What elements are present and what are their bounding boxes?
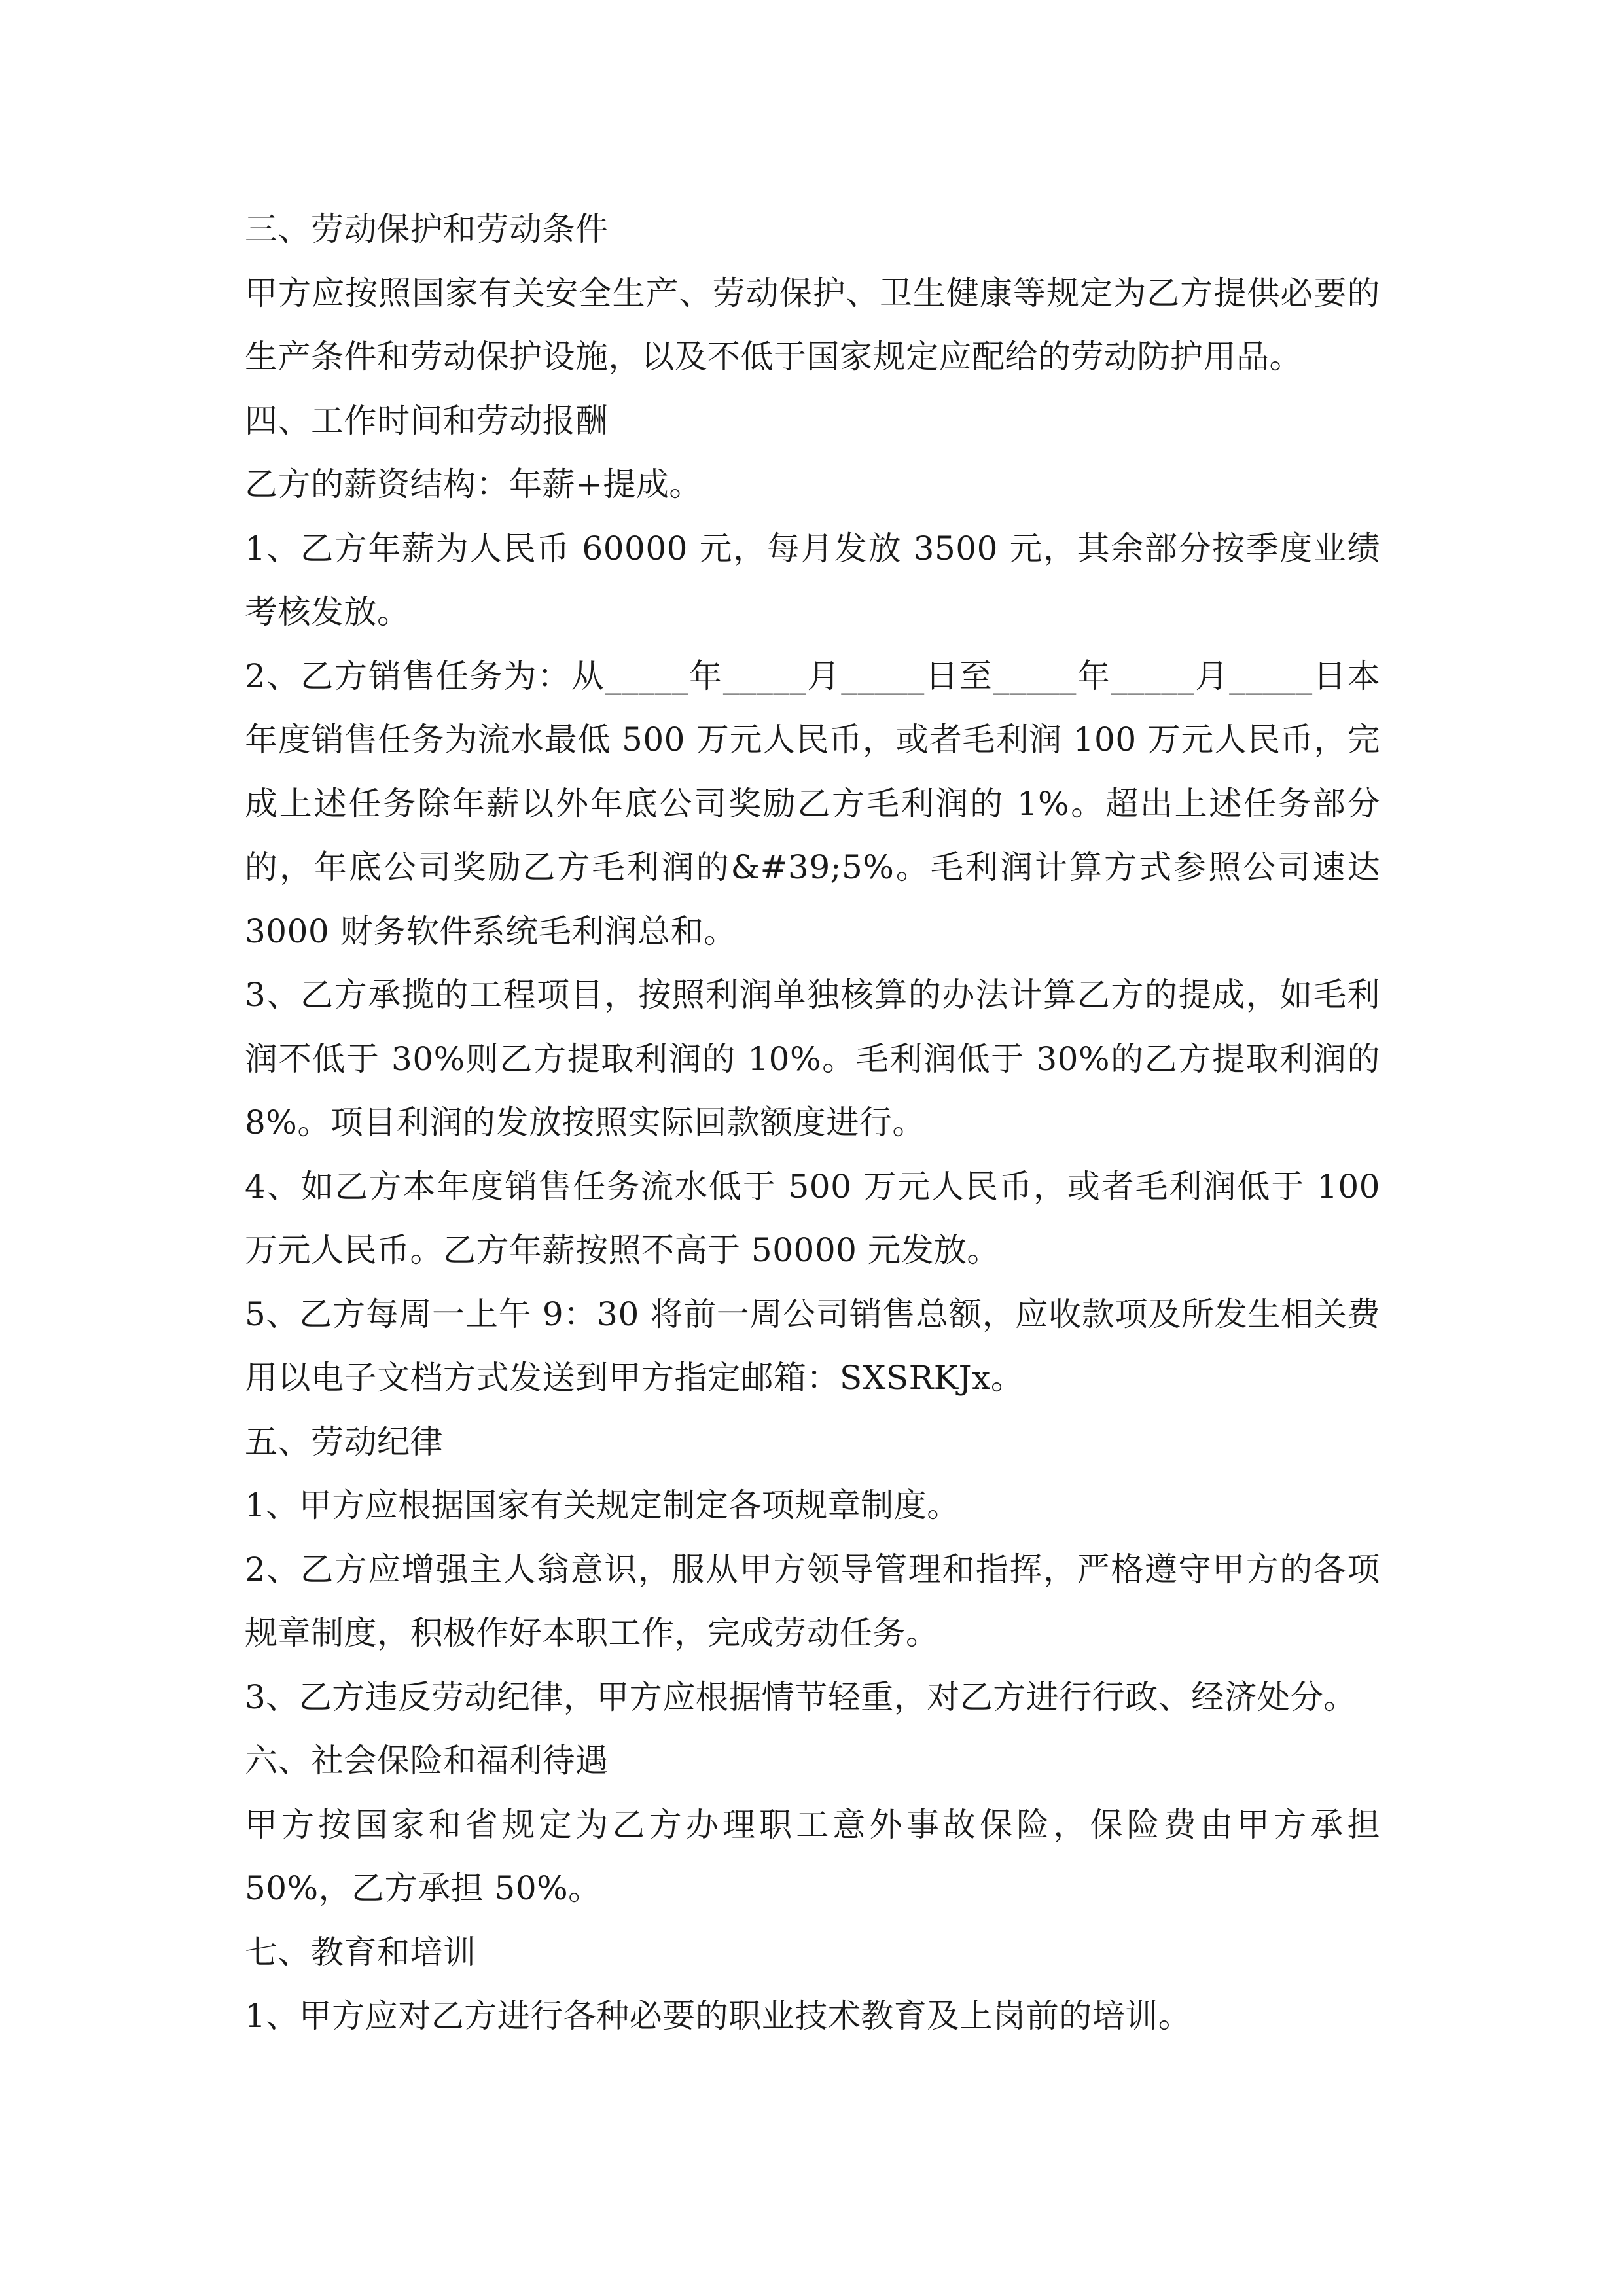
document-body [245, 198, 1380, 2049]
clause-underperformance: 4、如乙方本年度销售任务流水低于 500 万元人民币，或者毛利润低于 100 万元人民币。乙方年薪按照不高于 50000 元发放。 [245, 1167, 1380, 1269]
paragraph-labor-protection: 甲方应按照国家有关安全生产、劳动保护、卫生健康等规定为乙方提供必要的生产条件和劳动保护设施，以及不低于国家规定应配给的劳动防护用品。 [245, 274, 1380, 376]
section-heading-labor-discipline: 五、劳动纪律 [245, 1422, 443, 1461]
clause-training: 1、甲方应对乙方进行各种必要的职业技术教育及上岗前的培训。 [245, 1997, 1192, 2035]
section-heading-work-hours-pay: 四、工作时间和劳动报酬 [245, 401, 609, 440]
clause-annual-salary: 1、乙方年薪为人民币 60000 元，每月发放 3500 元，其余部分按季度业绩考核发放。 [245, 529, 1380, 631]
section-heading-labor-protection: 三、劳动保护和劳动条件 [245, 210, 609, 248]
clause-rules: 1、甲方应根据国家有关规定制定各项规章制度。 [245, 1486, 960, 1524]
section-heading-education-training: 七、教育和培训 [245, 1933, 476, 1971]
paragraph-salary-structure: 乙方的薪资结构：年薪+提成。 [245, 465, 702, 503]
clause-violation: 3、乙方违反劳动纪律，甲方应根据情节轻重，对乙方进行行政、经济处分。 [245, 1677, 1357, 1716]
clause-ownership: 2、乙方应增强主人翁意识，服从甲方领导管理和指挥，严格遵守甲方的各项规章制度，积极作好本职工作，完成劳动任务。 [245, 1550, 1380, 1652]
clause-sales-target: 2、乙方销售任务为：从_____年_____月_____日至_____年_____月_____日本年度销售任务为流水最低 500 万元人民币，或者毛利润 100 万元人民币，完成上述任务除年薪以外年底公司奖励乙方毛利润的 1%。超出上述任务部分的，年底公司奖励乙方毛利润的&#39;5%。毛利润计算方式参照公司速达 3000 财务软件系统毛利润总和。 [245, 656, 1380, 950]
clause-weekly-report: 5、乙方每周一上午 9：30 将前一周公司销售总额，应收款项及所发生相关费用以电子文档方式发送到甲方指定邮箱：SXSRKJx。 [245, 1295, 1380, 1397]
paragraph-insurance: 甲方按国家和省规定为乙方办理职工意外事故保险，保险费由甲方承担 50%，乙方承担 50%。 [245, 1805, 1380, 1907]
section-heading-social-insurance: 六、社会保险和福利待遇 [245, 1742, 609, 1780]
clause-project-commission: 3、乙方承揽的工程项目，按照利润单独核算的办法计算乙方的提成，如毛利润不低于 30%则乙方提取利润的 10%。毛利润低于 30%的乙方提取利润的 8%。项目利润的发放按照实际回款额度进行。 [245, 976, 1380, 1141]
